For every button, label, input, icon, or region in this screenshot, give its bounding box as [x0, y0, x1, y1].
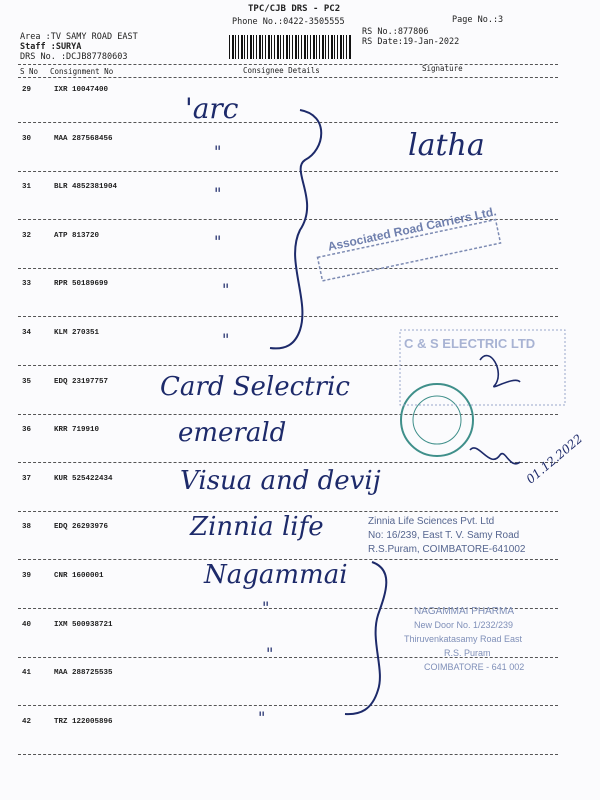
row-sno: 39 — [22, 572, 32, 580]
row-sno: 32 — [22, 232, 32, 240]
ditto-mark: " — [266, 644, 274, 663]
col-signature: Signature — [422, 64, 463, 73]
handwriting-latha: latha — [408, 128, 485, 163]
ditto-mark: " — [214, 142, 222, 161]
row-sno: 41 — [22, 669, 32, 677]
handwriting-date: 01.12.2022 — [523, 431, 586, 487]
naga-stamp-addr4: COIMBATORE - 641 002 — [424, 662, 525, 672]
row-consignment: KRR 719910 — [54, 426, 100, 434]
row-sno: 42 — [22, 718, 32, 726]
ditto-mark: " — [262, 598, 270, 617]
row-consignment: IXM 500938721 — [54, 621, 113, 629]
ditto-mark: " — [214, 232, 222, 251]
handwriting-zinnia: Zinnia life — [190, 512, 324, 542]
naga-stamp-addr3: R.S. Puram — [444, 648, 491, 658]
row-sno: 38 — [22, 523, 32, 531]
phone-number: Phone No.:0422-3505555 — [232, 17, 345, 27]
round-seal — [401, 384, 473, 456]
row-sno: 29 — [22, 86, 32, 94]
row-sno: 40 — [22, 621, 32, 629]
naga-stamp-addr1: New Door No. 1/232/239 — [414, 620, 514, 630]
col-consignment: Consignment No — [50, 67, 114, 76]
row-consignment: IXR 10047400 — [54, 86, 109, 94]
row-consignment: MAA 287568456 — [54, 135, 113, 143]
sheet-title: TPC/CJB DRS - PC2 — [248, 4, 341, 14]
zinnia-stamp-addr2: R.S.Puram, COIMBATORE-641002 — [368, 544, 526, 555]
handwriting-emerald: emerald — [178, 418, 287, 448]
naga-stamp-name: NAGAMMAI PHARMA — [414, 606, 515, 617]
handwriting-card: Card Selectric — [160, 372, 350, 402]
row-sno: 36 — [22, 426, 32, 434]
ditto-mark: " — [258, 708, 266, 727]
row-consignment: KUR 525422434 — [54, 475, 113, 483]
row-sno: 31 — [22, 183, 32, 191]
row-sno: 30 — [22, 135, 32, 143]
row-sno: 34 — [22, 329, 32, 337]
round-seal-inner — [413, 396, 461, 444]
row-sno: 35 — [22, 378, 32, 386]
row-consignment: MAA 288725535 — [54, 669, 113, 677]
row-consignment: CNR 1600001 — [54, 572, 104, 580]
row-consignment: RPR 50189699 — [54, 280, 109, 288]
naga-stamp-addr2: Thiruvenkatasamy Road East — [404, 634, 523, 644]
row-consignment: BLR 4852381904 — [54, 183, 118, 191]
row-consignment: ATP 813720 — [54, 232, 100, 240]
brace-upper — [270, 110, 321, 348]
rs-date: RS Date:19-Jan-2022 — [362, 37, 460, 47]
col-consignee: Consignee Details — [243, 66, 320, 75]
zinnia-stamp-addr1: No: 16/239, East T. V. Samy Road — [368, 530, 520, 541]
row-consignment: EDQ 23197757 — [54, 378, 109, 386]
zinnia-stamp-name: Zinnia Life Sciences Pvt. Ltd — [368, 516, 495, 527]
ditto-mark: " — [214, 184, 222, 203]
row-consignment: EDQ 26293976 — [54, 523, 109, 531]
associated-stamp-text: Associated Road Carriers Ltd. — [326, 204, 498, 254]
row-consignment: KLM 270351 — [54, 329, 100, 337]
col-sno: S No — [20, 67, 39, 76]
handwriting-nagammai: Nagammai — [204, 560, 348, 590]
brace-lower — [345, 562, 386, 714]
row-sno: 37 — [22, 475, 32, 483]
drs-number: DRS No. :DCJB87780603 — [20, 52, 128, 62]
ditto-mark: " — [222, 280, 230, 299]
area-label: Area :TV SAMY ROAD EAST — [20, 32, 138, 42]
handwriting-visua: Visua and devij — [180, 466, 381, 496]
staff-label: Staff :SURYA — [20, 42, 82, 52]
row-sno: 33 — [22, 280, 32, 288]
handwriting-arc: 'arc — [185, 92, 239, 125]
rs-number: RS No.:877806 — [362, 27, 429, 37]
row-consignment: TRZ 122005896 — [54, 718, 113, 726]
signature-scribble — [470, 356, 520, 464]
page-number: Page No.:3 — [452, 15, 504, 25]
ditto-mark: " — [222, 330, 230, 349]
cs-stamp-text: C & S ELECTRIC LTD — [404, 336, 536, 351]
